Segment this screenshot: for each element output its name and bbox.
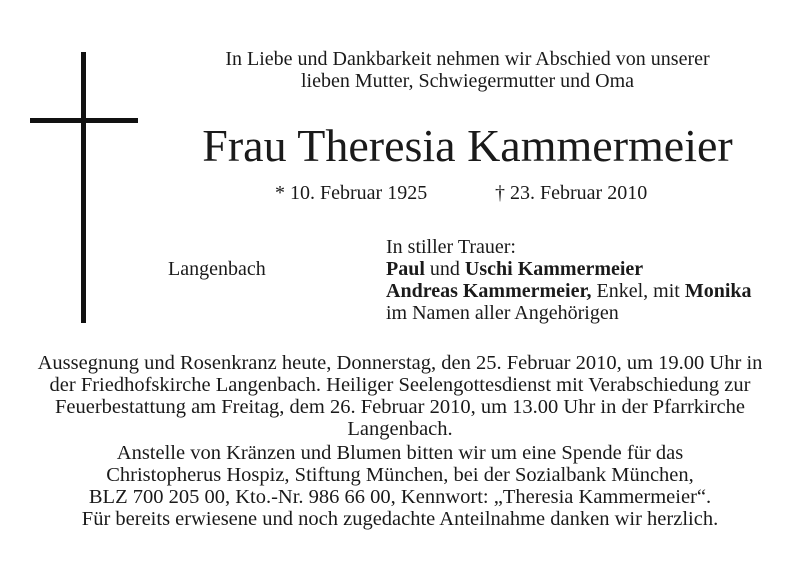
intro-line: lieben Mutter, Schwiegermutter und Oma xyxy=(301,70,634,92)
mourner-name: Monika xyxy=(684,280,752,302)
intro-line: In Liebe und Dankbarkeit nehmen wir Abschied von unserer xyxy=(225,48,710,70)
text-line: Christopherus Hospiz, Stiftung München, bei der Sozialbank München, xyxy=(106,464,694,486)
mourners-line xyxy=(386,258,752,280)
mourners xyxy=(386,236,752,324)
mourners-line xyxy=(386,280,752,302)
donation-paragraph xyxy=(25,442,775,508)
intro-text xyxy=(160,48,775,92)
place: Langenbach xyxy=(168,258,266,280)
mourner-name: Paul xyxy=(386,258,425,280)
thanks-paragraph: Für bereits erwiesene und noch zugedachte Anteilnahme danken wir herzlich. xyxy=(81,508,719,530)
connector: Enkel, mit xyxy=(591,280,685,302)
connector: und xyxy=(424,258,465,280)
mourners-heading: In stiller Trauer: xyxy=(386,236,516,258)
cross-icon-horizontal xyxy=(30,118,138,123)
deceased-name: Frau Theresia Kammermeier xyxy=(202,120,733,171)
service-paragraph xyxy=(25,352,775,440)
mourners-line: im Namen aller Angehörigen xyxy=(386,302,619,324)
birth-date: * 10. Februar 1925 xyxy=(275,182,428,204)
text-line: der Friedhofskirche Langenbach. Heiliger Seelengottesdienst mit Verabschiedung zur xyxy=(49,374,751,396)
text-line: BLZ 700 205 00, Kto.-Nr. 986 66 00, Kennwort: „Theresia Kammermeier“. xyxy=(88,486,712,508)
text-line: Langenbach. xyxy=(347,418,453,440)
mourner-name: Uschi Kammermeier xyxy=(464,258,644,280)
text-line: Feuerbestattung am Freitag, dem 26. Februar 2010, um 13.00 Uhr in der Pfarrkirche xyxy=(55,396,745,418)
death-date: † 23. Februar 2010 xyxy=(495,182,648,204)
cross-icon-vertical xyxy=(81,52,86,323)
text-line: Anstelle von Kränzen und Blumen bitten wir um eine Spende für das xyxy=(116,442,684,464)
text-line: Aussegnung und Rosenkranz heute, Donnerstag, den 25. Februar 2010, um 19.00 Uhr in xyxy=(37,352,763,374)
mourner-name: Andreas Kammermeier, xyxy=(386,280,592,302)
